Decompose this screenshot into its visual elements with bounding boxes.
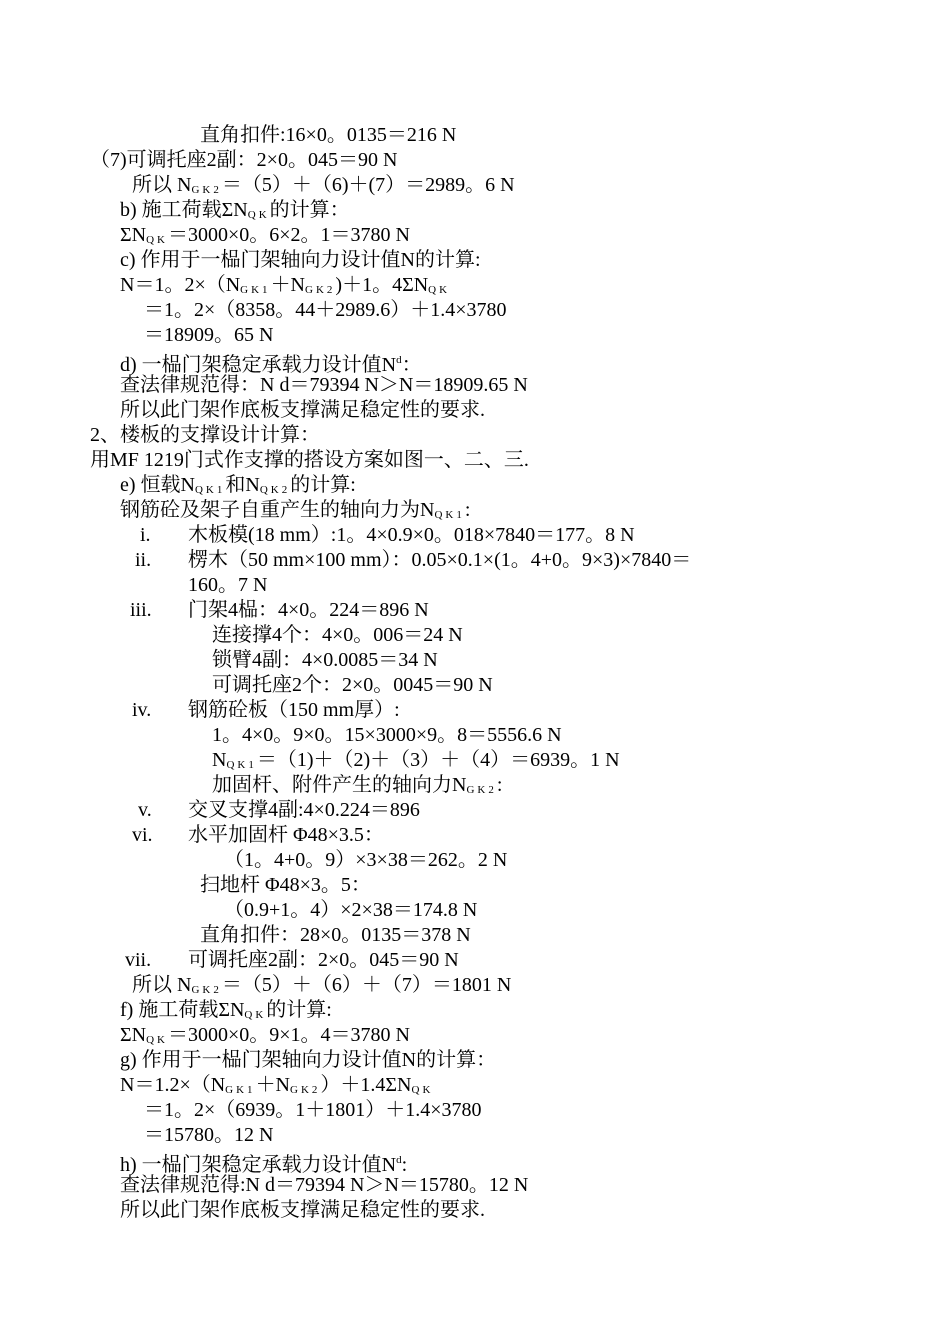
text-line: （0.9+1。4）×2×38＝174.8 N xyxy=(224,899,478,921)
text-line: 所以 $N_{GK2}=(5)+(6)+(7)=2989$。6 N xyxy=(132,174,515,196)
text-line: 扫地杆 Φ48×3。5： xyxy=(200,874,371,896)
list-marker: iv. xyxy=(132,699,152,721)
text-line: f) 施工荷载$\Sigma N_{QK}$的计算: xyxy=(120,999,332,1021)
text-line: 连接撑4个：4×0。006＝24 N xyxy=(212,624,463,646)
list-marker: vi. xyxy=(132,824,153,846)
text-line: ＝15780。12 N xyxy=(144,1124,274,1146)
text-line: （7)可调托座2副：2×0。045＝90 N xyxy=(90,149,398,171)
list-marker: v. xyxy=(138,799,152,821)
text-line: $N_{QK1}=(1)+(2)+(3)+(4)=6939$。1 N xyxy=(212,749,620,771)
text-line: ＝1。2×（6939。1＋1801）＋1.4×3780 xyxy=(144,1099,482,1121)
text-line: 所以此门架作底板支撑满足稳定性的要求. xyxy=(120,1199,485,1221)
text-line: d) 一榀门架稳定承载力设计值$N^d$： xyxy=(120,354,422,376)
list-marker: ii. xyxy=(135,549,152,571)
text-line: 用MF 1219门式作支撑的搭设方案如图一、二、三. xyxy=(90,449,529,471)
text-line: ＝1。2×（8358。44＋2989.6）＋1.4×3780 xyxy=(144,299,507,321)
text-line: （1。4+0。9）×3×38＝262。2 N xyxy=(224,849,508,871)
text-line: ＝18909。65 N xyxy=(144,324,274,346)
text-line: 锁臂4副：4×0.0085＝34 N xyxy=(212,649,438,671)
text-line: c) 作用于一榀门架轴向力设计值N的计算: xyxy=(120,249,481,271)
text-line: 所以 $N_{GK2}=(5)+(6)+(7)=1801$ N xyxy=(132,974,512,996)
list-marker: i. xyxy=(140,524,151,546)
list-item: 钢筋砼板（150 mm厚）: xyxy=(188,699,400,721)
text-line: 钢筋砼及架子自重产生的轴向力为$N_{QK1}$: xyxy=(120,499,471,521)
text-line: e) 恒载$N_{QK1}$和$N_{QK2}$的计算: xyxy=(120,474,356,496)
list-item: 楞木（50 mm×100 mm）：0.05×0.1×(1。4+0。9×3)×7840＝ xyxy=(188,549,692,571)
list-item: 交叉支撑4副:4×0.224＝896 xyxy=(188,799,420,821)
list-item: 可调托座2副：2×0。045＝90 N xyxy=(188,949,459,971)
text-line: N＝1。$2\times(N_{GK1}+N_{GK2})+1$。$4\Sigma N_{QK}$ xyxy=(120,274,451,296)
text-line: 查法律规范得:N d＝79394 N＞N＝15780。12 N xyxy=(120,1174,529,1196)
text-line: 直角扣件:16×0。0135＝216 N xyxy=(200,124,457,146)
list-marker: iii. xyxy=(130,599,152,621)
text-line: 查法律规范得：N d＝79394 N＞N＝18909.65 N xyxy=(120,374,528,396)
text-line: 直角扣件：28×0。0135＝378 N xyxy=(200,924,471,946)
list-item: 水平加固杆 Φ48×3.5： xyxy=(188,824,384,846)
text-line: $N=1.2\times(N_{GK1}+N_{GK2})+1.4\Sigma N_{QK}$ xyxy=(120,1074,434,1096)
text-line: h) 一榀门架稳定承载力设计值$N^d$: xyxy=(120,1154,408,1176)
text-line: $\Sigma N_{QK}=3000\times 0$。9×1。4＝3780 N xyxy=(120,1024,410,1046)
list-marker: vii. xyxy=(125,949,152,971)
text-line: $\Sigma N_{QK}=3000\times 0$。6×2。1＝3780 N xyxy=(120,224,410,246)
text-line: b) 施工荷载$\Sigma N_{QK}$的计算： xyxy=(120,199,350,221)
section-heading: 2、楼板的支撑设计计算： xyxy=(90,424,320,446)
text-line: 160。7 N xyxy=(188,574,268,596)
text-line: 可调托座2个：2×0。0045＝90 N xyxy=(212,674,493,696)
text-line: 所以此门架作底板支撑满足稳定性的要求. xyxy=(120,399,485,421)
text-line: g) 作用于一榀门架轴向力设计值N的计算： xyxy=(120,1049,497,1071)
text-line: 加固杆、附件产生的轴向力$N_{GK2}$: xyxy=(212,774,503,796)
list-item: 木板模(18 mm）:1。4×0.9×0。018×7840＝177。8 N xyxy=(188,524,635,546)
text-line: 1。4×0。9×0。15×3000×9。8＝5556.6 N xyxy=(212,724,562,746)
list-item: 门架4榀：4×0。224＝896 N xyxy=(188,599,429,621)
